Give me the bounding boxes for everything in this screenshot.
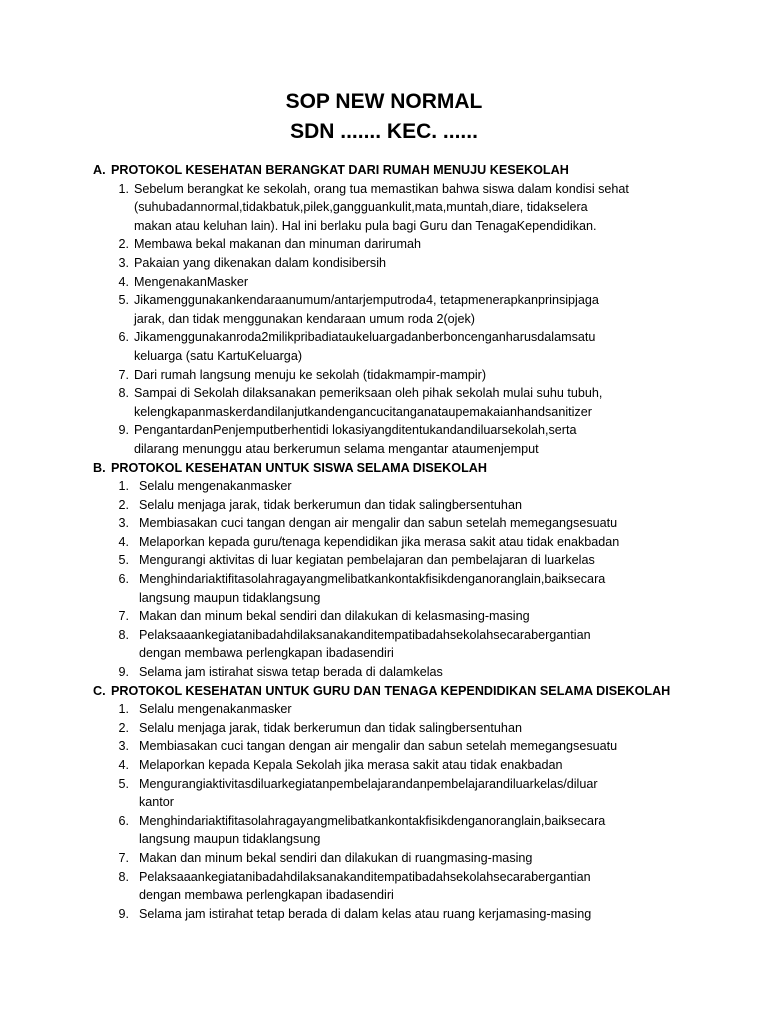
list-item-text: Menghindariaktifitasolahragayangmelibatkankontakfisikdenganoranglain,baiksecara (139, 572, 606, 587)
list-item-number: 8. (118, 869, 129, 884)
list-item-number: 2. (118, 497, 129, 512)
list-item-number: 6. (118, 572, 129, 587)
list-item-text: Makan dan minum bekal sendiri dan dilakukan di kelasmasing-masing (139, 609, 530, 624)
list-item-number: 8. (118, 627, 129, 642)
list-item-text: Membiasakan cuci tangan dengan air mengalir dan sabun setelah memegangsesuatu (139, 516, 618, 531)
list-item-text: Sampai di Sekolah dilaksanakan pemeriksaan oleh pihak sekolah mulai suhu tubuh, (134, 386, 603, 401)
list-item (93, 421, 653, 458)
list-item-text: Selalu menjaga jarak, tidak berkerumun dan tidak salingbersentuhan (139, 497, 522, 512)
list-item (93, 812, 653, 849)
list-item (93, 700, 653, 719)
list-item-text: Pelaksaaankegiatanibadahdilaksanakanditempatibadahsekolahsecarabergantian (139, 869, 591, 884)
section-letter: A. (93, 163, 106, 177)
section-list (93, 700, 653, 923)
list-item-text: Pelaksaaankegiatanibadahdilaksanakanditempatibadahsekolahsecarabergantian (139, 627, 591, 642)
list-item-number: 1. (118, 479, 129, 494)
list-item-text: keluarga (satu KartuKeluarga) (134, 348, 303, 363)
list-item-number: 6. (118, 330, 129, 345)
list-item-number: 3. (118, 255, 129, 270)
list-item (93, 533, 653, 552)
section-heading (93, 459, 653, 478)
list-item-text: Dari rumah langsung menuju ke sekolah (tidakmampir-mampir) (134, 367, 487, 382)
list-item-number: 9. (118, 665, 129, 680)
list-item-number: 4. (118, 758, 129, 772)
list-item-text: Selama jam istirahat siswa tetap berada di dalamkelas (139, 665, 443, 680)
list-item (93, 849, 653, 868)
list-item-text: PengantardanPenjemputberhentidi lokasiyangditentukandandiluarsekolah,serta (134, 423, 577, 438)
list-item (93, 551, 653, 570)
list-item-text: Selalu mengenakanmasker (139, 702, 292, 717)
list-item (93, 905, 653, 924)
list-item-text: Melaporkan kepada Kepala Sekolah jika merasa sakit atau tidak enakbadan (139, 758, 563, 772)
list-item (93, 514, 653, 533)
list-item (93, 663, 653, 682)
list-item-number: 2. (118, 720, 129, 735)
list-item-text: kantor (139, 795, 175, 810)
section-list (93, 180, 653, 459)
section-heading (93, 161, 653, 180)
list-item (93, 775, 653, 812)
list-item-text: Membiasakan cuci tangan dengan air mengalir dan sabun setelah memegangsesuatu (139, 739, 618, 754)
list-item (93, 626, 653, 663)
section-heading-text: PROTOKOL KESEHATAN UNTUK GURU DAN TENAGA KEPENDIDIKAN SELAMA DISEKOLAH (111, 683, 671, 698)
list-item-number: 2. (118, 237, 129, 252)
list-item (93, 291, 653, 328)
list-item (93, 254, 653, 273)
list-item (93, 235, 653, 254)
section-letter: B. (93, 460, 106, 475)
list-item-text: kelengkapanmaskerdandilanjutkandengancucitanganataupemakaianhandsanitizer (134, 404, 592, 419)
section-heading (93, 682, 671, 701)
list-item-number: 4. (118, 274, 129, 289)
list-item-number: 5. (118, 553, 129, 568)
list-item-number: 8. (118, 386, 129, 401)
list-item (93, 868, 653, 905)
list-item-text: dengan membawa perlengkapan ibadasendiri (139, 888, 394, 903)
document-body (93, 161, 671, 923)
list-item (93, 273, 653, 292)
list-item (93, 366, 653, 385)
list-item-number: 7. (118, 367, 129, 382)
list-item-text: Pakaian yang dikenakan dalam kondisibersih (134, 255, 387, 270)
list-item-number: 9. (118, 906, 129, 921)
list-item-text: makan atau keluhan lain). Hal ini berlaku pula bagi Guru dan TenagaKependidikan. (134, 218, 597, 233)
list-item (93, 180, 653, 236)
list-item (93, 737, 653, 756)
section-list (93, 477, 653, 682)
document-title: SOP NEW NORMAL (285, 90, 483, 113)
list-item-text: Mengurangi aktivitas di luar kegiatan pembelajaran dan pembelajaran di luarkelas (139, 553, 595, 568)
list-item-text: dilarang menunggu atau berkerumun selama mengantar ataumenjemput (134, 441, 539, 456)
list-item (93, 570, 653, 607)
list-item-text: Makan dan minum bekal sendiri dan dilakukan di ruangmasing-masing (139, 850, 533, 865)
list-item-number: 1. (118, 181, 129, 196)
list-item-text: Mengurangiaktivitasdiluarkegiatanpembelajarandanpembelajarandiluarkelas/diluar (139, 776, 598, 791)
list-item-text: Menghindariaktifitasolahragayangmelibatkankontakfisikdenganoranglain,baiksecara (139, 813, 606, 828)
list-item-text: dengan membawa perlengkapan ibadasendiri (139, 646, 394, 661)
list-item (93, 607, 653, 626)
section-heading-text: PROTOKOL KESEHATAN UNTUK SISWA SELAMA DISEKOLAH (111, 460, 487, 475)
list-item-number: 1. (118, 702, 129, 717)
list-item-number: 3. (118, 516, 129, 531)
list-item (93, 328, 653, 365)
list-item-text: Selama jam istirahat tetap berada di dalam kelas atau ruang kerjamasing-masing (139, 906, 592, 921)
list-item (93, 756, 653, 775)
list-item-number: 9. (118, 423, 129, 438)
list-item-text: Selalu menjaga jarak, tidak berkerumun dan tidak salingbersentuhan (139, 720, 522, 735)
list-item-text: Sebelum berangkat ke sekolah, orang tua memastikan bahwa siswa dalam kondisi sehat (134, 181, 629, 196)
list-item (93, 719, 653, 738)
list-item-number: 4. (118, 534, 129, 549)
list-item-text: Membawa bekal makanan dan minuman darirumah (134, 237, 422, 252)
document-subtitle: SDN ....... KEC. ...... (290, 120, 478, 143)
list-item-text: Jikamenggunakankendaraanumum/antarjemputroda4, tetapmenerapkanprinsipjaga (134, 293, 599, 308)
list-item-number: 5. (118, 776, 129, 791)
list-item-number: 7. (118, 609, 129, 624)
list-item-text: jarak, dan tidak menggunakan kendaraan umum roda 2(ojek) (134, 311, 475, 326)
list-item (93, 477, 653, 496)
section-heading-text: PROTOKOL KESEHATAN BERANGKAT DARI RUMAH MENUJU KESEKOLAH (111, 163, 569, 177)
list-item (93, 384, 653, 421)
list-item-number: 6. (118, 813, 129, 828)
list-item-text: langsung maupun tidaklangsung (139, 590, 321, 605)
section-letter: C. (93, 683, 106, 698)
list-item-text: Selalu mengenakanmasker (139, 479, 292, 494)
list-item-text: (suhubadannormal,tidakbatuk,pilek,gangguankulit,mata,muntah,diare, tidakselera (134, 200, 588, 215)
list-item-number: 5. (118, 293, 129, 308)
list-item-number: 7. (118, 850, 129, 865)
list-item-text: Jikamenggunakanroda2milikpribadiataukeluargadanberboncenganharusdalamsatu (134, 330, 596, 345)
list-item-text: Melaporkan kepada guru/tenaga kependidikan jika merasa sakit atau tidak enakbadan (139, 534, 620, 549)
list-item-text: langsung maupun tidaklangsung (139, 832, 321, 847)
list-item-number: 3. (118, 739, 129, 754)
list-item (93, 496, 653, 515)
list-item-text: MengenakanMasker (134, 274, 249, 289)
